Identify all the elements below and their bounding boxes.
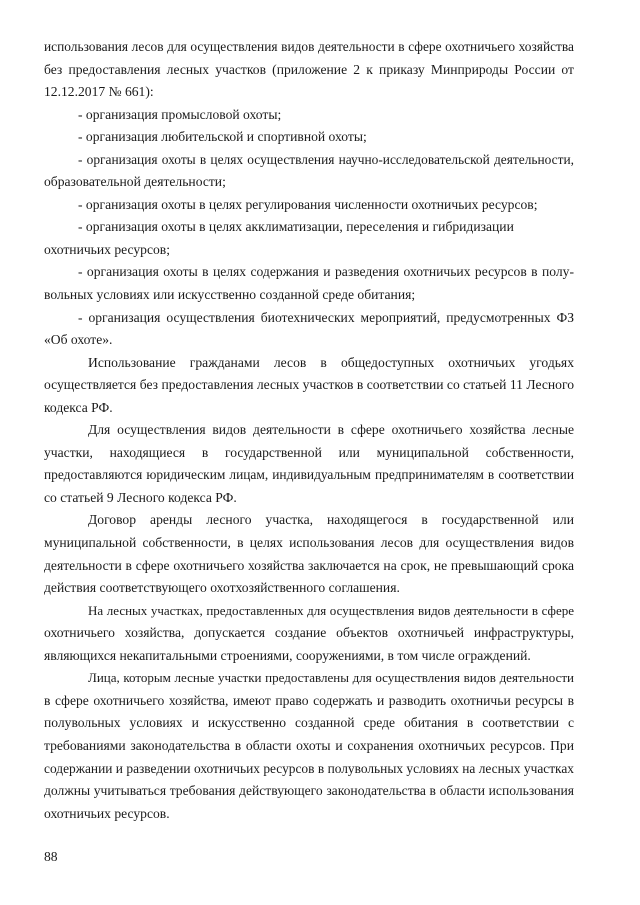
text-line: кодекса РФ. bbox=[44, 399, 113, 415]
text-line: - организация осуществления биотехнических мероприятий, предусмотренных ФЗ bbox=[78, 309, 574, 325]
text-line: Договор аренды лесного участка, находящегося в государственной или bbox=[88, 512, 574, 528]
text-line: «Об охоте». bbox=[44, 332, 113, 348]
text-line: без предоставления лесных участков (приложение 2 к приказу Минприроды России от bbox=[44, 61, 574, 77]
text-line: предоставляются юридическим лицам, индивидуальным предпринимателям в соответствии bbox=[44, 467, 574, 483]
text-line: - организация охоты в целях регулирования численности охотничьих ресурсов; bbox=[78, 196, 538, 212]
text-line: образовательной деятельности; bbox=[44, 174, 226, 190]
text-line: охотничьего хозяйства, допускается создание объектов охотничьей инфраструктуры, bbox=[44, 625, 574, 641]
text-line: являющихся некапитальными строениями, сооружениями, в том числе ограждений. bbox=[44, 647, 531, 663]
text-line: содержании и разведении охотничьих ресурсов в полувольных условиях на лесных участках bbox=[44, 760, 574, 776]
text-line: требованиями законодательства в области охоты и сохранения охотничьих ресурсов. При bbox=[44, 737, 574, 753]
text-line: охотничьих ресурсов; bbox=[44, 241, 170, 257]
text-line: - организация охоты в целях акклиматизации, переселения и гибридизации bbox=[78, 219, 514, 235]
text-line: - организация охоты в целях содержания и разведения охотничьих ресурсов в полу- bbox=[78, 264, 574, 280]
text-line: 12.12.2017 № 661): bbox=[44, 84, 154, 100]
text-line: осуществляется без предоставления лесных участков в соответствии со статьей 11 Лесного bbox=[44, 377, 574, 393]
text-line: - организация промысловой охоты; bbox=[78, 106, 282, 122]
text-line: - организация охоты в целях осуществления научно-исследовательской деятельности, bbox=[78, 151, 574, 167]
text-line: должны учитываться требования действующего законодательства в области использования bbox=[44, 783, 574, 799]
text-line: со статьей 9 Лесного кодекса РФ. bbox=[44, 489, 237, 505]
text-line: Использование гражданами лесов в общедоступных охотничьих угодьях bbox=[88, 354, 574, 370]
text-line: участки, находящиеся в государственной или муниципальной собственности, bbox=[44, 444, 574, 460]
body-text bbox=[44, 36, 574, 825]
text-line: полувольных условиях и искусственно созданной среде обитания в соответствии с bbox=[44, 715, 574, 731]
text-line: действия соответствующего охотхозяйственного соглашения. bbox=[44, 580, 400, 596]
text-line: Лица, которым лесные участки предоставлены для осуществления видов деятельности bbox=[88, 670, 574, 686]
text-line: использования лесов для осуществления видов деятельности в сфере охотничьего хозяйства bbox=[44, 39, 574, 54]
text-line: - организация любительской и спортивной охоты; bbox=[78, 129, 367, 145]
text-line: муниципальной собственности, в целях использования лесов для осуществления видов bbox=[44, 535, 574, 551]
text-line: охотничьих ресурсов. bbox=[44, 805, 170, 821]
text-line: Для осуществления видов деятельности в сфере охотничьего хозяйства лесные bbox=[88, 422, 574, 438]
text-line: вольных условиях или искусственно созданной среде обитания; bbox=[44, 287, 416, 303]
text-line: в сфере охотничьего хозяйства, имеют право содержать и разводить охотничьи ресурсы в bbox=[44, 692, 574, 708]
text-line: деятельности в сфере охотничьего хозяйства заключается на срок, не превышающий срока bbox=[44, 557, 574, 573]
page-number: 88 bbox=[44, 849, 58, 864]
text-line: На лесных участках, предоставленных для осуществления видов деятельности в сфере bbox=[88, 602, 574, 618]
